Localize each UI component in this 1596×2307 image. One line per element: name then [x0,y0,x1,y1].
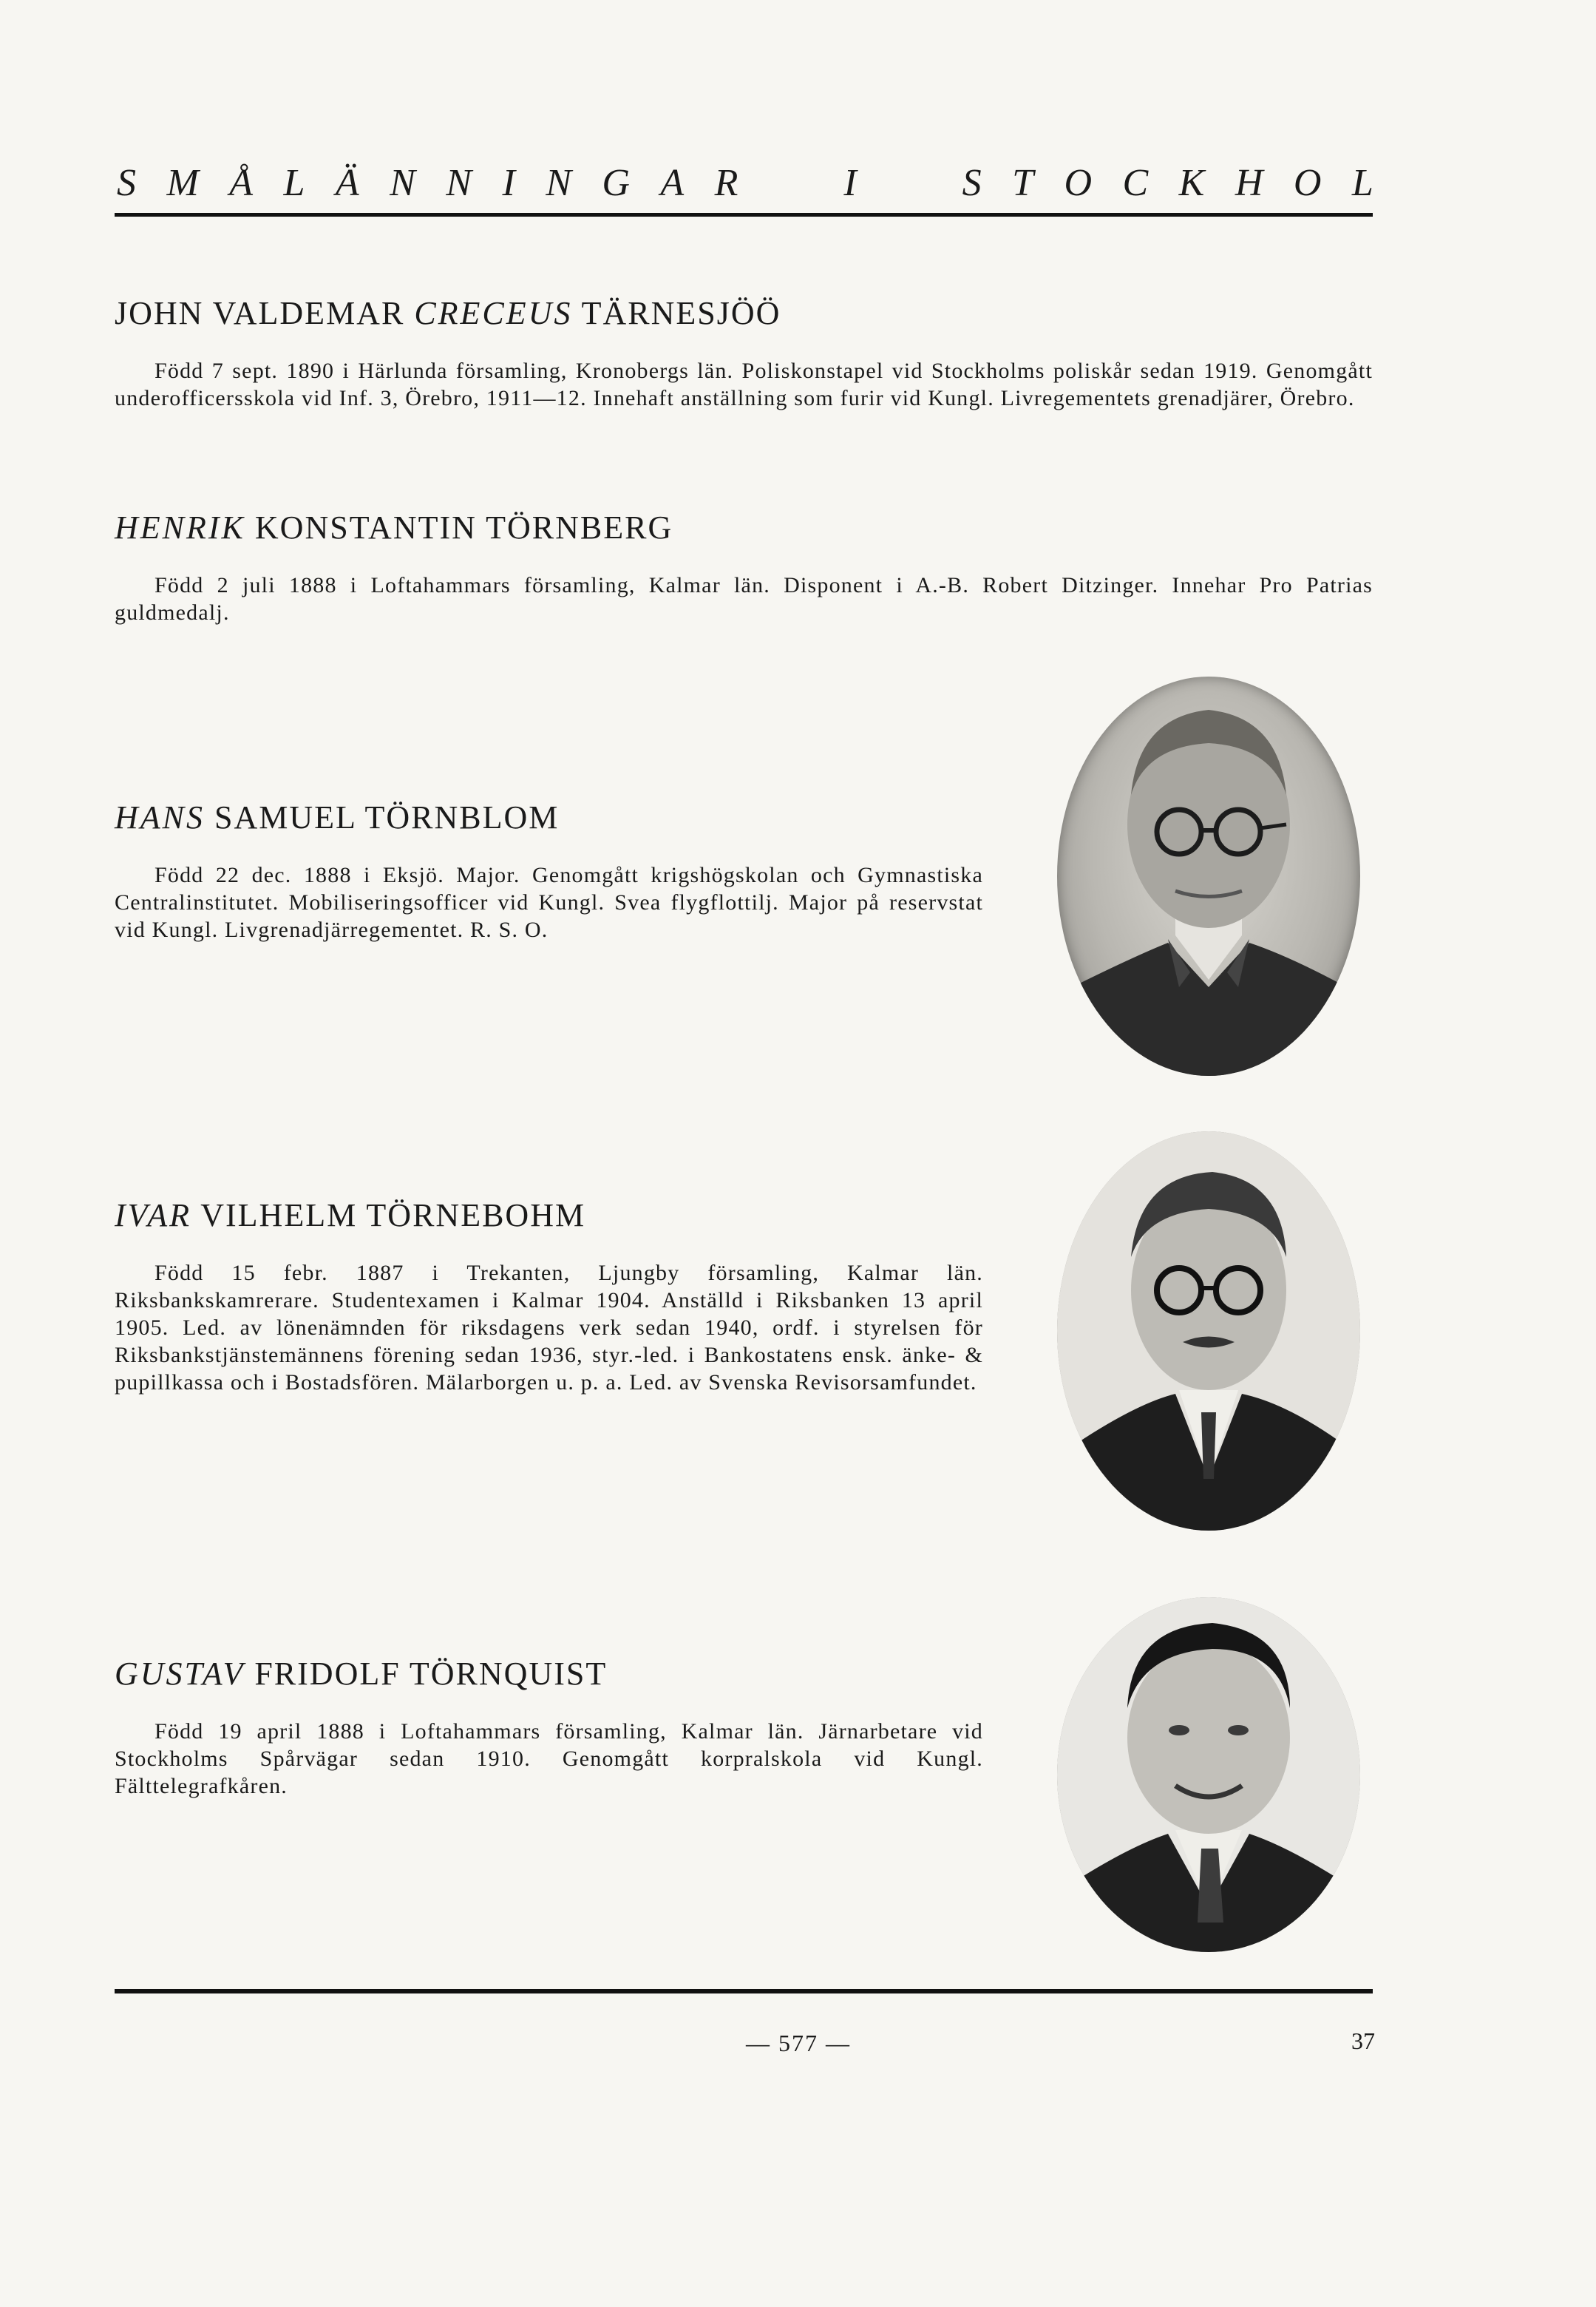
page-number: — 577 — [746,2030,851,2056]
entry-name [115,294,1373,332]
surname: TÄRNESJÖÖ [581,295,781,331]
portrait-smiling-image [1057,1597,1360,1952]
running-head-letter: O [1293,162,1322,204]
running-head-letter: C [1122,162,1149,204]
entry-name [115,1196,983,1234]
given-name-italic: HENRIK [115,509,245,546]
biography-entry [115,799,983,944]
portrait-photo [1057,1131,1360,1531]
entry-bio: Född 2 juli 1888 i Loftahammars församling, Kalmar län. Disponent i A.-B. Robert Ditzinger. Innehar Pro Patrias guldmedalj. [115,573,1373,625]
name-rest: KONSTANTIN TÖRNBERG [254,509,673,546]
entry-name [115,799,983,836]
entry-bio: Född 15 febr. 1887 i Trekanten, Ljungby församling, Kalmar län. Riksbankskamrerare. Studentexamen i Kalmar 1904. Anställd i Riksbanken 13 april 1905. Led. av lönenämnden för riksdagens verk sedan 1940, ordf. i styrelsen för Riksbankstjänstemännens förening sedan 1936, styr.-led. i Bankostatens ensk. änke- & pupillkassa och i Bostadsfören. Mälarborgen u. p. a. Led. av Svenska Revisorsamfundet. [115,1261,983,1395]
running-head-letter: T [1012,162,1034,204]
running-head-letter: M [166,162,199,204]
name-rest: FRIDOLF TÖRNQUIST [254,1656,608,1692]
biography-entry [115,1196,983,1396]
running-head-letter: H [1235,162,1263,204]
biography-entry [115,294,1373,412]
running-head-letter: N [546,162,571,204]
running-head-letter: S [117,162,136,204]
entry-bio: Född 19 april 1888 i Loftahammars församling, Kalmar län. Järnarbetare vid Stockholms Spårvägar sedan 1910. Genomgått korpralskola vid Kungl. Fälttelegrafkåren. [115,1719,983,1798]
given-name-italic: IVAR [115,1197,192,1233]
running-head-letter: O [1064,162,1093,204]
running-head-letter: I [502,162,515,204]
entry-bio: Född 7 sept. 1890 i Härlunda församling, Kronobergs län. Poliskonstapel vid Stockholms poliskår sedan 1919. Genomgått underofficersskola vid Inf. 3, Örebro, 1911—12. Innehaft anställning som furir vid Kungl. Livregementets grenadjärer, Örebro. [115,359,1373,410]
given-name-italic: CRECEUS [414,295,573,331]
running-head [117,161,1373,205]
running-head-letter: N [390,162,415,204]
header-rule [115,213,1373,217]
portrait-suit-image [1057,1131,1360,1531]
running-head-letter: Å [229,162,254,204]
running-head-letter: Ä [335,162,359,204]
entry-name [115,509,1373,546]
running-head-letter: I [843,162,857,204]
running-head-gap [769,161,813,205]
running-head-letter: R [714,162,738,204]
signature-mark: 37 [1351,2027,1375,2054]
name-rest: SAMUEL TÖRNBLOM [214,799,560,836]
portrait-officer-image [1057,677,1360,1076]
biography-entry [115,1655,983,1800]
given-names: JOHN VALDEMAR [115,295,405,331]
running-head-letter: L [283,162,305,204]
running-head-letter: S [962,162,982,204]
name-rest: VILHELM TÖRNEBOHM [200,1197,586,1233]
portrait-photo [1057,1597,1360,1952]
entry-bio: Född 22 dec. 1888 i Eksjö. Major. Genomgått krigshögskolan och Gymnastiska Centralinstitutet. Mobiliseringsofficer vid Kungl. Svea flygflottilj. Major på reservstat vid Kungl. Livgrenadjärregementet. R. S. O. [115,863,983,942]
running-head-letter: K [1178,162,1205,204]
running-head-letter: G [602,162,630,204]
running-head-letter: L [1351,162,1373,204]
given-name-italic: HANS [115,799,205,836]
footer-rule [115,1989,1373,1993]
given-name-italic: GUSTAV [115,1656,245,1692]
running-head-letter: N [446,162,472,204]
portrait-photo [1057,677,1360,1076]
biography-entry [115,509,1373,626]
running-head-letter: A [660,162,685,204]
entry-name [115,1655,983,1693]
running-head-gap [887,161,931,205]
